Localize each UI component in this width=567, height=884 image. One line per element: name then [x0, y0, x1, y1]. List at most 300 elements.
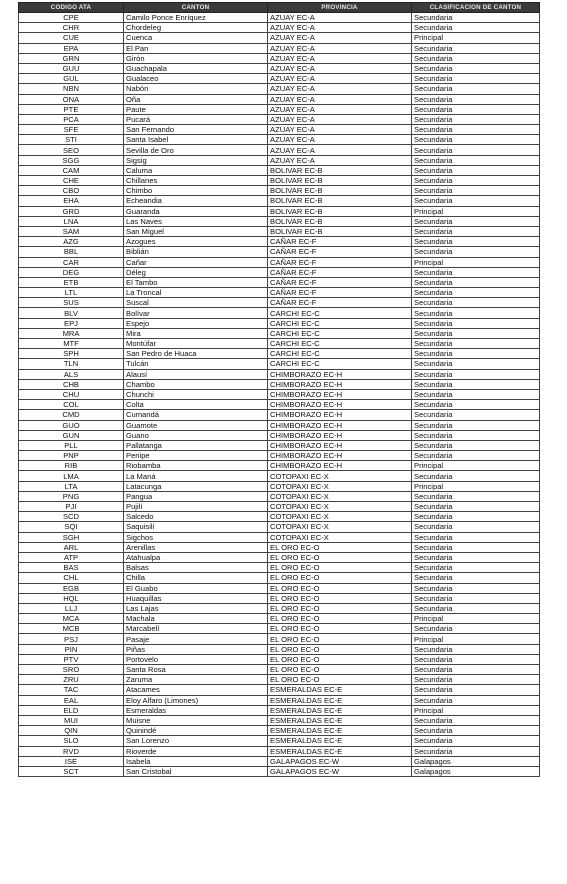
cell-provincia: EL ORO EC-O — [268, 654, 412, 664]
cell-codigo: PNG — [19, 491, 124, 501]
cell-clasificacion: Secundaria — [412, 389, 540, 399]
cell-canton: Déleg — [124, 267, 268, 277]
table-row — [19, 145, 540, 155]
cell-codigo: ZRU — [19, 675, 124, 685]
cell-canton: Santa Isabel — [124, 135, 268, 145]
cell-provincia: EL ORO EC-O — [268, 614, 412, 624]
cell-clasificacion: Secundaria — [412, 43, 540, 53]
cell-clasificacion: Secundaria — [412, 318, 540, 328]
cell-codigo: CPE — [19, 13, 124, 23]
cell-clasificacion: Secundaria — [412, 247, 540, 257]
cell-provincia: EL ORO EC-O — [268, 665, 412, 675]
cell-codigo: TAC — [19, 685, 124, 695]
cell-codigo: PJI — [19, 502, 124, 512]
table-row — [19, 379, 540, 389]
cell-provincia: CHIMBORAZO EC-H — [268, 400, 412, 410]
cell-canton: San Cristobal — [124, 766, 268, 776]
cell-provincia: AZUAY EC-A — [268, 43, 412, 53]
cell-provincia: EL ORO EC-O — [268, 563, 412, 573]
cell-codigo: RIB — [19, 461, 124, 471]
cell-clasificacion: Secundaria — [412, 573, 540, 583]
cell-clasificacion: Secundaria — [412, 176, 540, 186]
cell-provincia: COTOPAXI EC-X — [268, 522, 412, 532]
cell-clasificacion: Secundaria — [412, 563, 540, 573]
cell-clasificacion: Secundaria — [412, 379, 540, 389]
cell-provincia: CHIMBORAZO EC-H — [268, 451, 412, 461]
cell-codigo: SFE — [19, 125, 124, 135]
cell-codigo: MUI — [19, 715, 124, 725]
cell-provincia: AZUAY EC-A — [268, 94, 412, 104]
table-row — [19, 471, 540, 481]
cell-clasificacion: Secundaria — [412, 593, 540, 603]
cell-canton: Caluma — [124, 165, 268, 175]
cell-codigo: LTL — [19, 288, 124, 298]
table-row — [19, 155, 540, 165]
cell-canton: Guachapala — [124, 63, 268, 73]
table-row — [19, 206, 540, 216]
cell-clasificacion: Secundaria — [412, 695, 540, 705]
cell-canton: Sevilla de Oro — [124, 145, 268, 155]
table-row — [19, 430, 540, 440]
cell-canton: Portovelo — [124, 654, 268, 664]
cell-clasificacion: Secundaria — [412, 552, 540, 562]
table-row — [19, 461, 540, 471]
table-row — [19, 583, 540, 593]
cell-codigo: MTF — [19, 339, 124, 349]
cell-provincia: CHIMBORAZO EC-H — [268, 430, 412, 440]
cell-clasificacion: Principal — [412, 634, 540, 644]
table-row — [19, 125, 540, 135]
cell-canton: Alausí — [124, 369, 268, 379]
table-row — [19, 135, 540, 145]
table-row — [19, 512, 540, 522]
cell-codigo: EPA — [19, 43, 124, 53]
table-row — [19, 736, 540, 746]
cell-canton: Esmeraldas — [124, 705, 268, 715]
cell-canton: Riobamba — [124, 461, 268, 471]
cell-clasificacion: Secundaria — [412, 502, 540, 512]
cell-canton: Rioverde — [124, 746, 268, 756]
table-row — [19, 33, 540, 43]
cell-clasificacion: Secundaria — [412, 420, 540, 430]
cell-provincia: CHIMBORAZO EC-H — [268, 379, 412, 389]
table-row — [19, 675, 540, 685]
cell-clasificacion: Secundaria — [412, 23, 540, 33]
cell-clasificacion: Secundaria — [412, 532, 540, 542]
table-row — [19, 624, 540, 634]
table-row — [19, 502, 540, 512]
cell-canton: El Tambo — [124, 277, 268, 287]
cell-provincia: BOLIVAR EC-B — [268, 176, 412, 186]
cell-canton: Mira — [124, 328, 268, 338]
cell-provincia: EL ORO EC-O — [268, 542, 412, 552]
cell-codigo: BAS — [19, 563, 124, 573]
cell-provincia: ESMERALDAS EC-E — [268, 695, 412, 705]
cell-provincia: CHIMBORAZO EC-H — [268, 420, 412, 430]
cell-codigo: SCT — [19, 766, 124, 776]
cell-canton: Tulcán — [124, 359, 268, 369]
cell-clasificacion: Principal — [412, 481, 540, 491]
cell-canton: Eloy Alfaro (Limones) — [124, 695, 268, 705]
cell-canton: Marcabelí — [124, 624, 268, 634]
cell-codigo: PTE — [19, 104, 124, 114]
cell-codigo: SGH — [19, 532, 124, 542]
cell-canton: Salcedo — [124, 512, 268, 522]
cell-provincia: AZUAY EC-A — [268, 53, 412, 63]
cell-codigo: CAR — [19, 257, 124, 267]
cell-provincia: CARCHI EC-C — [268, 318, 412, 328]
table-row — [19, 654, 540, 664]
header-row — [19, 3, 540, 13]
cell-clasificacion: Secundaria — [412, 186, 540, 196]
cell-clasificacion: Secundaria — [412, 746, 540, 756]
cell-provincia: GALAPAGOS EC-W — [268, 756, 412, 766]
cell-codigo: EGB — [19, 583, 124, 593]
cell-clasificacion: Secundaria — [412, 349, 540, 359]
cell-provincia: CHIMBORAZO EC-H — [268, 410, 412, 420]
cell-clasificacion: Secundaria — [412, 237, 540, 247]
cell-codigo: AZG — [19, 237, 124, 247]
cell-canton: Biblián — [124, 247, 268, 257]
cell-clasificacion: Secundaria — [412, 63, 540, 73]
cell-codigo: SCD — [19, 512, 124, 522]
table-row — [19, 685, 540, 695]
cell-codigo: CUE — [19, 33, 124, 43]
cell-canton: Zaruma — [124, 675, 268, 685]
cell-clasificacion: Galapagos — [412, 766, 540, 776]
cell-canton: San Lorenzo — [124, 736, 268, 746]
cell-codigo: EAL — [19, 695, 124, 705]
table-row — [19, 196, 540, 206]
cell-codigo: CHE — [19, 176, 124, 186]
cell-provincia: BOLIVAR EC-B — [268, 216, 412, 226]
table-row — [19, 318, 540, 328]
cell-canton: Nabón — [124, 84, 268, 94]
cell-codigo: MCB — [19, 624, 124, 634]
cell-provincia: AZUAY EC-A — [268, 125, 412, 135]
cell-codigo: GUL — [19, 74, 124, 84]
cell-codigo: QIN — [19, 726, 124, 736]
cell-provincia: BOLIVAR EC-B — [268, 226, 412, 236]
cell-codigo: LLJ — [19, 603, 124, 613]
cell-canton: Echeandia — [124, 196, 268, 206]
cell-canton: Sigchos — [124, 532, 268, 542]
cell-provincia: ESMERALDAS EC-E — [268, 715, 412, 725]
cell-clasificacion: Secundaria — [412, 339, 540, 349]
cell-provincia: EL ORO EC-O — [268, 624, 412, 634]
cell-codigo: CHU — [19, 389, 124, 399]
cell-provincia: CARCHI EC-C — [268, 328, 412, 338]
table-row — [19, 359, 540, 369]
cell-clasificacion: Secundaria — [412, 216, 540, 226]
cell-provincia: EL ORO EC-O — [268, 593, 412, 603]
cell-clasificacion: Secundaria — [412, 665, 540, 675]
cell-canton: Chimbo — [124, 186, 268, 196]
cell-provincia: AZUAY EC-A — [268, 84, 412, 94]
cell-codigo: PIN — [19, 644, 124, 654]
header-clasificacion: CLASIFICACION DE CANTON — [412, 3, 540, 13]
cell-codigo: GRN — [19, 53, 124, 63]
table-row — [19, 705, 540, 715]
cell-provincia: COTOPAXI EC-X — [268, 471, 412, 481]
cell-provincia: AZUAY EC-A — [268, 13, 412, 23]
cell-clasificacion: Secundaria — [412, 104, 540, 114]
cell-provincia: EL ORO EC-O — [268, 634, 412, 644]
cell-codigo: GUN — [19, 430, 124, 440]
cell-codigo: EHA — [19, 196, 124, 206]
cell-provincia: AZUAY EC-A — [268, 23, 412, 33]
cell-provincia: AZUAY EC-A — [268, 114, 412, 124]
cell-canton: Chunchi — [124, 389, 268, 399]
table-row — [19, 746, 540, 756]
cell-canton: Espejo — [124, 318, 268, 328]
cell-codigo: GUO — [19, 420, 124, 430]
cell-provincia: AZUAY EC-A — [268, 33, 412, 43]
cell-codigo: STI — [19, 135, 124, 145]
cell-codigo: COL — [19, 400, 124, 410]
cell-canton: Pucará — [124, 114, 268, 124]
cell-provincia: EL ORO EC-O — [268, 583, 412, 593]
cell-clasificacion: Secundaria — [412, 74, 540, 84]
cell-provincia: AZUAY EC-A — [268, 74, 412, 84]
cell-clasificacion: Secundaria — [412, 440, 540, 450]
cell-clasificacion: Secundaria — [412, 522, 540, 532]
table-row — [19, 267, 540, 277]
cell-codigo: ETB — [19, 277, 124, 287]
cell-clasificacion: Principal — [412, 33, 540, 43]
cell-canton: Colta — [124, 400, 268, 410]
cell-canton: Girón — [124, 53, 268, 63]
cell-canton: Arenillas — [124, 542, 268, 552]
cell-provincia: GALAPAGOS EC-W — [268, 766, 412, 776]
cell-provincia: CHIMBORAZO EC-H — [268, 369, 412, 379]
table-row — [19, 410, 540, 420]
table-row — [19, 176, 540, 186]
cell-canton: Balsas — [124, 563, 268, 573]
cell-provincia: ESMERALDAS EC-E — [268, 726, 412, 736]
cell-codigo: PCA — [19, 114, 124, 124]
cell-codigo: HQL — [19, 593, 124, 603]
cell-provincia: BOLIVAR EC-B — [268, 196, 412, 206]
cell-provincia: AZUAY EC-A — [268, 63, 412, 73]
cell-provincia: CAÑAR EC-F — [268, 298, 412, 308]
cell-canton: Chilla — [124, 573, 268, 583]
cell-provincia: COTOPAXI EC-X — [268, 481, 412, 491]
table-row — [19, 43, 540, 53]
cell-canton: Pallatanga — [124, 440, 268, 450]
cell-provincia: BOLIVAR EC-B — [268, 206, 412, 216]
table-row — [19, 94, 540, 104]
table-row — [19, 328, 540, 338]
cell-codigo: TLN — [19, 359, 124, 369]
cell-codigo: SEO — [19, 145, 124, 155]
cell-clasificacion: Principal — [412, 461, 540, 471]
cell-canton: Bolívar — [124, 308, 268, 318]
cell-canton: Cañar — [124, 257, 268, 267]
cell-codigo: NBN — [19, 84, 124, 94]
table-row — [19, 644, 540, 654]
cell-provincia: ESMERALDAS EC-E — [268, 685, 412, 695]
table-row — [19, 308, 540, 318]
cell-clasificacion: Secundaria — [412, 359, 540, 369]
cell-provincia: ESMERALDAS EC-E — [268, 746, 412, 756]
cell-clasificacion: Secundaria — [412, 603, 540, 613]
cell-codigo: GRD — [19, 206, 124, 216]
cell-canton: San Fernando — [124, 125, 268, 135]
cell-clasificacion: Secundaria — [412, 400, 540, 410]
cell-canton: Sigsig — [124, 155, 268, 165]
cell-canton: Santa Rosa — [124, 665, 268, 675]
cell-clasificacion: Galapagos — [412, 756, 540, 766]
cell-clasificacion: Secundaria — [412, 583, 540, 593]
table-row — [19, 74, 540, 84]
cell-codigo: ATP — [19, 552, 124, 562]
cell-clasificacion: Secundaria — [412, 53, 540, 63]
cell-provincia: CARCHI EC-C — [268, 339, 412, 349]
table-row — [19, 247, 540, 257]
cell-provincia: CAÑAR EC-F — [268, 247, 412, 257]
table-row — [19, 257, 540, 267]
cell-clasificacion: Principal — [412, 614, 540, 624]
cell-provincia: CAÑAR EC-F — [268, 277, 412, 287]
table-row — [19, 84, 540, 94]
cell-provincia: EL ORO EC-O — [268, 552, 412, 562]
header-codigo: CODIGO ATA — [19, 3, 124, 13]
cell-codigo: SQI — [19, 522, 124, 532]
cell-clasificacion: Secundaria — [412, 267, 540, 277]
cell-codigo: ISE — [19, 756, 124, 766]
cell-provincia: AZUAY EC-A — [268, 135, 412, 145]
table-row — [19, 542, 540, 552]
cell-clasificacion: Secundaria — [412, 165, 540, 175]
cell-canton: Guano — [124, 430, 268, 440]
cell-provincia: CHIMBORAZO EC-H — [268, 461, 412, 471]
table-row — [19, 603, 540, 613]
cell-canton: Saquisilí — [124, 522, 268, 532]
cell-provincia: CHIMBORAZO EC-H — [268, 440, 412, 450]
cell-codigo: PLL — [19, 440, 124, 450]
cell-clasificacion: Secundaria — [412, 125, 540, 135]
cell-provincia: EL ORO EC-O — [268, 603, 412, 613]
table-row — [19, 369, 540, 379]
cell-clasificacion: Secundaria — [412, 288, 540, 298]
cell-clasificacion: Secundaria — [412, 94, 540, 104]
cell-codigo: CHR — [19, 23, 124, 33]
cell-clasificacion: Secundaria — [412, 491, 540, 501]
cell-canton: Isabela — [124, 756, 268, 766]
table-row — [19, 277, 540, 287]
cell-clasificacion: Principal — [412, 705, 540, 715]
cell-codigo: DEG — [19, 267, 124, 277]
table-row — [19, 165, 540, 175]
cell-clasificacion: Secundaria — [412, 135, 540, 145]
cell-codigo: SLO — [19, 736, 124, 746]
header-provincia: PROVINCIA — [268, 3, 412, 13]
cell-codigo: RVD — [19, 746, 124, 756]
cell-canton: Machala — [124, 614, 268, 624]
cell-canton: San Miguel — [124, 226, 268, 236]
cell-provincia: EL ORO EC-O — [268, 573, 412, 583]
cell-codigo: CHL — [19, 573, 124, 583]
table-row — [19, 593, 540, 603]
cell-provincia: CAÑAR EC-F — [268, 257, 412, 267]
table-row — [19, 614, 540, 624]
cell-clasificacion: Secundaria — [412, 155, 540, 165]
cell-canton: Camilo Ponce Enríquez — [124, 13, 268, 23]
cell-codigo: SRO — [19, 665, 124, 675]
cell-codigo: ELD — [19, 705, 124, 715]
cell-canton: Piñas — [124, 644, 268, 654]
table-row — [19, 349, 540, 359]
table-row — [19, 440, 540, 450]
cell-provincia: CAÑAR EC-F — [268, 267, 412, 277]
cell-canton: Atahualpa — [124, 552, 268, 562]
cell-clasificacion: Secundaria — [412, 512, 540, 522]
cell-codigo: MCA — [19, 614, 124, 624]
cell-canton: Guaranda — [124, 206, 268, 216]
table-row — [19, 104, 540, 114]
cell-provincia: CARCHI EC-C — [268, 349, 412, 359]
table-row — [19, 400, 540, 410]
cell-clasificacion: Secundaria — [412, 410, 540, 420]
cell-codigo: SPH — [19, 349, 124, 359]
table-row — [19, 298, 540, 308]
cell-canton: San Pedro de Huaca — [124, 349, 268, 359]
cell-codigo: ALS — [19, 369, 124, 379]
cell-canton: El Pan — [124, 43, 268, 53]
cell-clasificacion: Secundaria — [412, 726, 540, 736]
cell-canton: Pasaje — [124, 634, 268, 644]
table-row — [19, 522, 540, 532]
cell-provincia: CAÑAR EC-F — [268, 237, 412, 247]
cell-canton: Pangua — [124, 491, 268, 501]
cell-codigo: CHB — [19, 379, 124, 389]
cell-provincia: COTOPAXI EC-X — [268, 512, 412, 522]
cell-codigo: ARL — [19, 542, 124, 552]
cell-codigo: MRA — [19, 328, 124, 338]
cell-provincia: COTOPAXI EC-X — [268, 532, 412, 542]
cell-clasificacion: Secundaria — [412, 114, 540, 124]
cell-clasificacion: Secundaria — [412, 328, 540, 338]
cell-clasificacion: Secundaria — [412, 298, 540, 308]
table-row — [19, 552, 540, 562]
cell-provincia: ESMERALDAS EC-E — [268, 705, 412, 715]
cell-clasificacion: Secundaria — [412, 226, 540, 236]
cell-provincia: AZUAY EC-A — [268, 145, 412, 155]
cell-codigo: LNA — [19, 216, 124, 226]
table-row — [19, 563, 540, 573]
cell-provincia: COTOPAXI EC-X — [268, 491, 412, 501]
cell-canton: Huaquillas — [124, 593, 268, 603]
cell-codigo: LMA — [19, 471, 124, 481]
cell-clasificacion: Secundaria — [412, 13, 540, 23]
table-row — [19, 339, 540, 349]
table-row — [19, 634, 540, 644]
cell-canton: Cumandá — [124, 410, 268, 420]
cell-canton: El Guabo — [124, 583, 268, 593]
cell-clasificacion: Secundaria — [412, 675, 540, 685]
cell-clasificacion: Secundaria — [412, 277, 540, 287]
table-row — [19, 766, 540, 776]
table-row — [19, 665, 540, 675]
cell-clasificacion: Secundaria — [412, 644, 540, 654]
cell-canton: La Troncal — [124, 288, 268, 298]
table-row — [19, 726, 540, 736]
cell-codigo: SUS — [19, 298, 124, 308]
cell-canton: Montúfar — [124, 339, 268, 349]
cell-codigo: CMD — [19, 410, 124, 420]
cell-clasificacion: Principal — [412, 206, 540, 216]
